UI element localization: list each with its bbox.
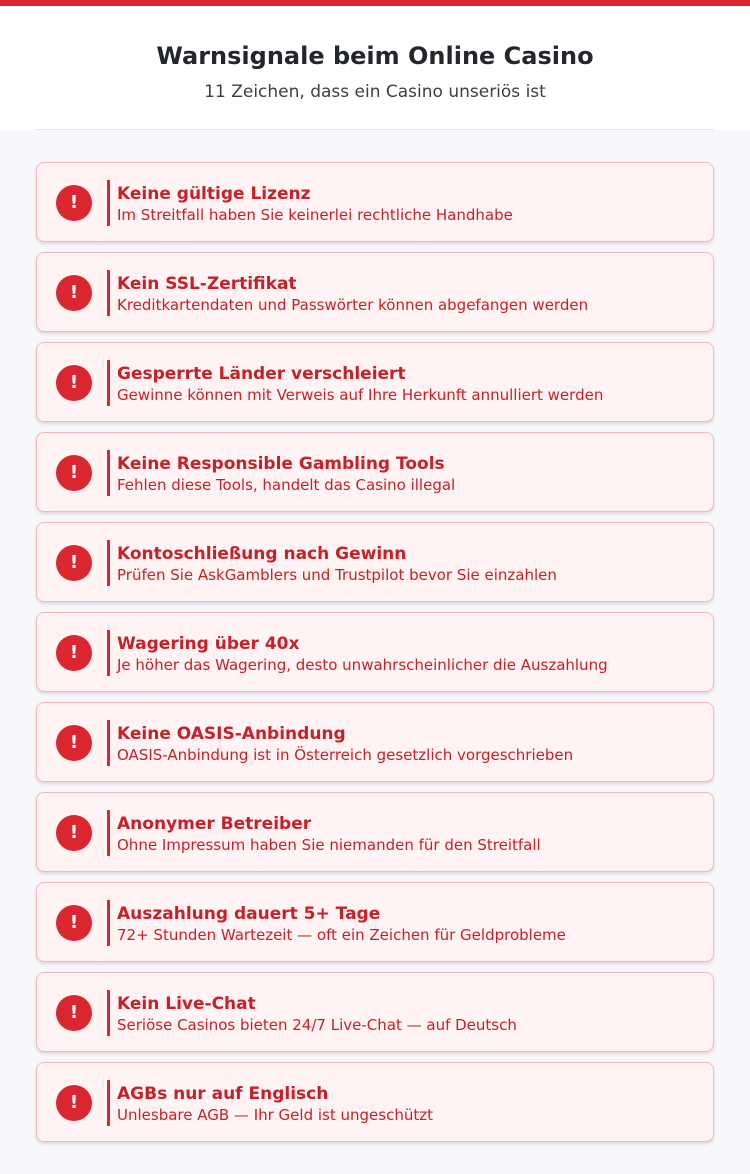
card-accent-bar <box>107 180 110 226</box>
card-accent-bar <box>107 270 110 316</box>
warning-card-4 <box>36 432 714 512</box>
warning-card-10 <box>36 972 714 1052</box>
card-accent-bar <box>107 810 110 856</box>
warning-icon: ! <box>56 185 92 221</box>
warning-title: Auszahlung dauert 5+ Tage <box>117 904 381 924</box>
warning-description: OASIS-Anbindung ist in Österreich gesetzlich vorgeschrieben <box>117 746 574 764</box>
warning-description: Fehlen diese Tools, handelt das Casino illegal <box>117 476 456 494</box>
warning-card-8 <box>36 792 714 872</box>
warning-description: Im Streitfall haben Sie keinerlei rechtliche Handhabe <box>117 206 513 224</box>
page-header <box>0 6 750 130</box>
warning-icon: ! <box>56 725 92 761</box>
warning-title: Keine Responsible Gambling Tools <box>117 454 445 474</box>
card-accent-bar <box>107 900 110 946</box>
warning-icon: ! <box>56 995 92 1031</box>
warning-title: Wagering über 40x <box>117 634 300 654</box>
warning-icon: ! <box>56 815 92 851</box>
warning-title: Keine gültige Lizenz <box>117 184 311 204</box>
warning-icon: ! <box>56 365 92 401</box>
warning-icon: ! <box>56 455 92 491</box>
warning-description: Prüfen Sie AskGamblers und Trustpilot bevor Sie einzahlen <box>117 566 557 584</box>
warning-description: 72+ Stunden Wartezeit — oft ein Zeichen für Geldprobleme <box>117 926 566 944</box>
header-divider <box>36 129 714 130</box>
warning-card-9 <box>36 882 714 962</box>
warning-card-3 <box>36 342 714 422</box>
warning-description: Ohne Impressum haben Sie niemanden für den Streitfall <box>117 836 541 854</box>
warning-title: AGBs nur auf Englisch <box>117 1084 329 1104</box>
warning-icon: ! <box>56 635 92 671</box>
warning-description: Kreditkartendaten und Passwörter können abgefangen werden <box>117 296 589 314</box>
warning-card-5 <box>36 522 714 602</box>
warning-description: Gewinne können mit Verweis auf Ihre Herkunft annulliert werden <box>117 386 604 404</box>
card-accent-bar <box>107 990 110 1036</box>
warning-title: Gesperrte Länder verschleiert <box>117 364 406 384</box>
warning-card-7 <box>36 702 714 782</box>
warning-icon: ! <box>56 275 92 311</box>
warning-icon: ! <box>56 1085 92 1121</box>
warning-icon: ! <box>56 905 92 941</box>
warning-description: Unlesbare AGB — Ihr Geld ist ungeschützt <box>117 1106 433 1124</box>
card-accent-bar <box>107 720 110 766</box>
warning-title: Anonymer Betreiber <box>117 814 312 834</box>
warning-description: Je höher das Wagering, desto unwahrscheinlicher die Auszahlung <box>117 656 608 674</box>
warning-card-11 <box>36 1062 714 1142</box>
page-subtitle: 11 Zeichen, dass ein Casino unseriös ist <box>204 82 546 102</box>
warning-title: Keine OASIS-Anbindung <box>117 724 346 744</box>
card-accent-bar <box>107 360 110 406</box>
card-accent-bar <box>107 630 110 676</box>
warning-title: Kontoschließung nach Gewinn <box>117 544 407 564</box>
page-title: Warnsignale beim Online Casino <box>156 42 594 70</box>
card-accent-bar <box>107 450 110 496</box>
warning-description: Seriöse Casinos bieten 24/7 Live-Chat — auf Deutsch <box>117 1016 517 1034</box>
card-accent-bar <box>107 1080 110 1126</box>
warning-title: Kein Live-Chat <box>117 994 256 1014</box>
warning-title: Kein SSL-Zertifikat <box>117 274 297 294</box>
warning-card-1 <box>36 162 714 242</box>
warning-icon: ! <box>56 545 92 581</box>
warning-list <box>36 162 714 1152</box>
card-accent-bar <box>107 540 110 586</box>
warning-card-2 <box>36 252 714 332</box>
warning-card-6 <box>36 612 714 692</box>
